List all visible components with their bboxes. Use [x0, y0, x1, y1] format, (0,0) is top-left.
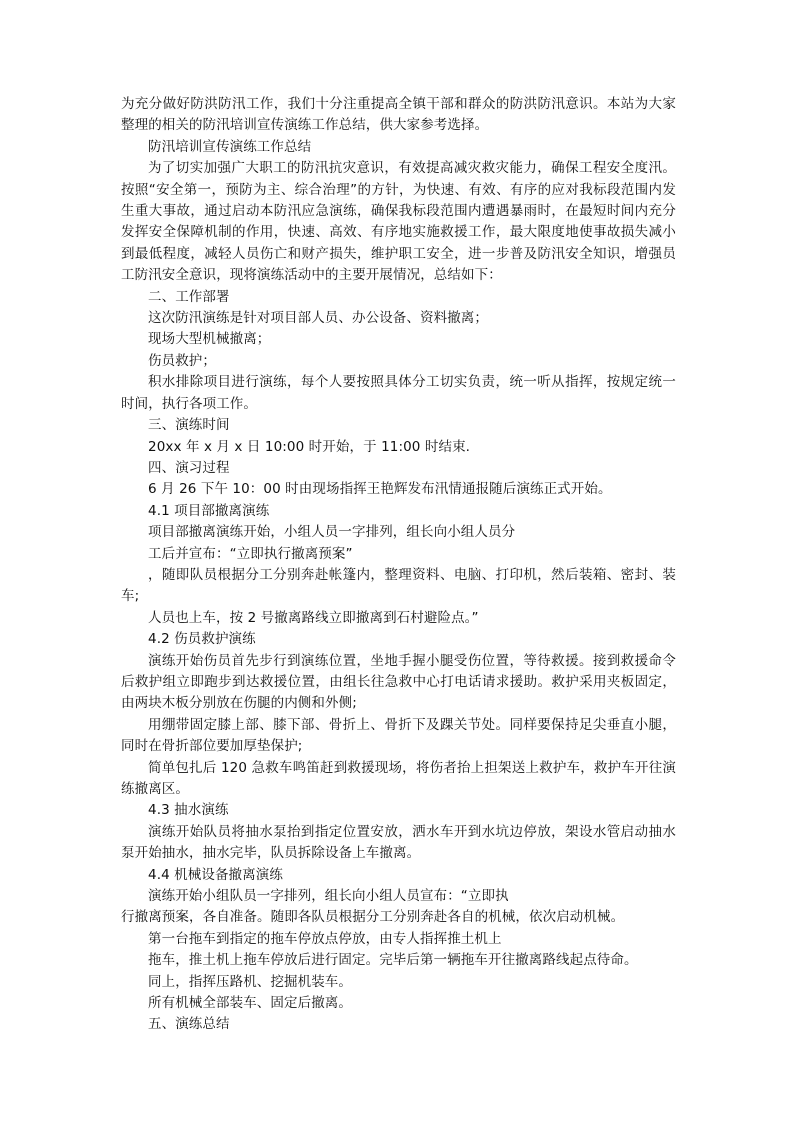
paragraph: 二、工作部署: [148, 288, 230, 305]
paragraph: ，随即队员根据分工分别奔赴帐篷内，整理资料、电脑、打印机，然后装箱、密封、装车;: [121, 566, 676, 605]
paragraph: 用绷带固定膝上部、膝下部、骨折上、骨折下及踝关节处。同样要保持足尖垂直小腿，同时在骨折部位要加厚垫保护;: [121, 716, 676, 755]
paragraph: 同上，指挥压路机、挖掘机装车。: [148, 973, 352, 990]
paragraph: 所有机械全部装车、固定后撤离。: [148, 995, 352, 1012]
paragraph: 4.4 机械设备撤离演练: [148, 866, 283, 883]
paragraph: 防汛培训宣传演练工作总结: [148, 138, 312, 155]
paragraph: 行撤离预案，各自准备。随即各队员根据分工分别奔赴各自的机械，依次启动机械。: [121, 909, 625, 926]
paragraph: 拖车，推土机上拖车停放后进行固定。完毕后第一辆拖车开往撤离路线起点待命。: [148, 952, 638, 969]
paragraph: 演练开始队员将抽水泵抬到指定位置安放，洒水车开到水坑边停放，架设水管启动抽水泵开始抽水，抽水完毕，队员拆除设备上车撤离。: [121, 823, 676, 862]
paragraph: 四、演习过程: [148, 459, 230, 476]
paragraph: 工后并宣布：“立即执行撤离预案”: [148, 545, 353, 562]
paragraph: 现场大型机械撤离；: [148, 331, 271, 348]
paragraph: 伤员救护；: [148, 352, 216, 369]
paragraph: 简单包扎后 120 急救车鸣笛赶到救援现场，将伤者抬上担架送上救护车，救护车开往演练撤离区。: [121, 759, 676, 797]
paragraph: 演练开始伤员首先步行到演练位置，坐地手握小腿受伤位置，等待救援。接到救援命令后救护组立即跑步到达救援位置，由组长往急救中心打电话请求援助。救护采用夹板固定，由两块木板分别放在伤腿的内侧和外侧;: [121, 652, 676, 712]
paragraph: 4.1 项目部撤离演练: [148, 502, 270, 519]
paragraph: 五、演练总结: [148, 1016, 230, 1033]
paragraph: 为充分做好防洪防汛工作，我们十分注重提高全镇干部和群众的防洪防汛意识。本站为大家整理的相关的防汛培训宣传演练工作总结，供大家参考选择。: [121, 96, 676, 134]
paragraph: 4.3 抽水演练: [148, 802, 229, 819]
paragraph: 积水排除项目进行演练，每个人要按照具体分工切实负责，统一听从指挥，按规定统一时间，执行各项工作。: [121, 374, 676, 412]
document-body: [121, 94, 676, 1036]
paragraph: 6 月 26 下午 10：00 时由现场指挥王艳辉发布汛情通报随后演练正式开始。: [148, 481, 612, 498]
paragraph: 20xx 年 x 月 x 日 10:00 时开始，于 11:00 时结束.: [148, 438, 471, 455]
paragraph: 4.2 伤员救护演练: [148, 631, 256, 648]
paragraph: 三、演练时间: [148, 417, 230, 434]
paragraph: 演练开始小组队员一字排列，组长向小组人员宣布：“立即执: [148, 888, 509, 905]
paragraph: 项目部撤离演练开始，小组人员一字排列，组长向小组人员分: [148, 524, 516, 541]
paragraph: 第一台拖车到指定的拖车停放点停放，由专人指挥推土机上: [148, 930, 502, 947]
paragraph: 人员也上车，按 2 号撤离路线立即撤离到石村避险点。”: [148, 609, 479, 626]
paragraph: 这次防汛演练是针对项目部人员、办公设备、资料撤离；: [148, 310, 488, 327]
paragraph: 为了切实加强广大职工的防汛抗灾意识，有效提高减灾救灾能力，确保工程安全度汛。按照“安全第一，预防为主、综合治理”的方针，为快速、有效、有序的应对我标段范围内发生重大事故，通过启动本防汛应急演练，确保我标段范围内遭遇暴雨时，在最短时间内充分发挥安全保障机制的作用，快速、高效、有序地实施救援工作，最大限度地使事故损失减小到最低程度，减轻人员伤亡和财产损失，维护职工安全，进一步普及防汛安全知识，增强员工防汛安全意识，现将演练活动中的主要开展情况，总结如下：: [121, 160, 676, 284]
